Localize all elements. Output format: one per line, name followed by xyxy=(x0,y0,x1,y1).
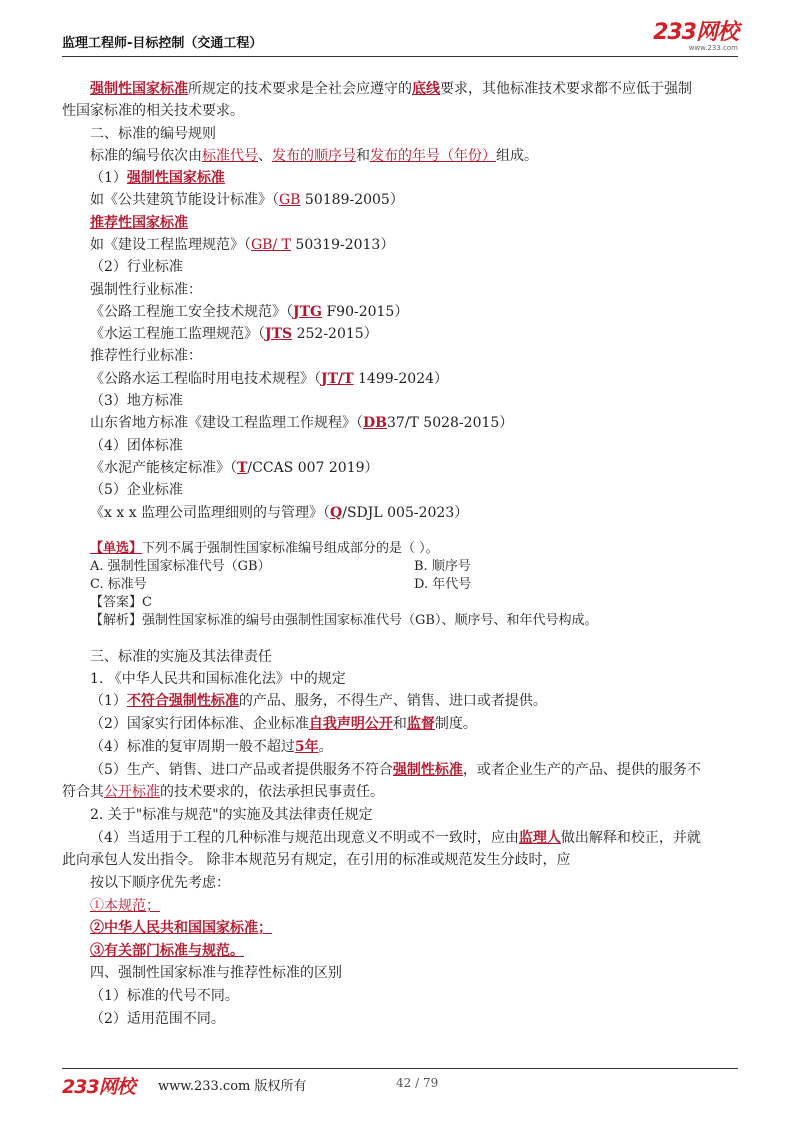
header-divider xyxy=(62,56,738,57)
example-5 xyxy=(62,368,766,390)
text: 《公路工程施工安全技术规范》（ xyxy=(90,304,293,320)
text: /CCAS 007 2019） xyxy=(247,460,379,476)
example-1 xyxy=(62,189,766,211)
page-number: 42 / 79 xyxy=(396,1076,439,1090)
item-industry: （2）行业标准 xyxy=(90,259,183,275)
example-8 xyxy=(62,502,766,524)
text: 和 xyxy=(356,148,370,164)
intro-line-1 xyxy=(62,78,766,100)
logo-text: 233网校 xyxy=(653,20,738,45)
kw: 监理人 xyxy=(518,830,561,846)
option-c: C. 标准号 xyxy=(90,577,147,592)
code: GB xyxy=(279,192,301,208)
order-3 xyxy=(62,940,766,962)
kw-mandatory: 强制性国家标准 xyxy=(126,170,225,186)
text: 标准的编号依次由 xyxy=(90,148,202,164)
code: Q xyxy=(330,505,343,521)
answer-value: C xyxy=(142,595,152,610)
text: （4）当适用于工程的几种标准与规范出现意义不明或不一致时，应由 xyxy=(90,830,519,846)
text: 山东省地方标准《建设工程监理工作规程》（ xyxy=(90,415,363,431)
option-d: D. 年代号 xyxy=(414,577,472,592)
text: 的产品、服务，不得生产、销售、进口或者提供。 xyxy=(238,693,547,709)
text: F90-2015） xyxy=(322,304,409,320)
text: 的技术要求的，依法承担民事责任。 xyxy=(160,784,384,800)
text: 强制性国家标准的编号由强制性国家标准代号（GB）、顺序号、和年代号构成。 xyxy=(142,613,598,628)
explain-tag: 【解析】 xyxy=(90,613,143,628)
difference-2: （2）适用范围不同。 xyxy=(90,1011,225,1027)
text: 下列不属于强制性国家标准编号组成部分的是（ ）。 xyxy=(142,541,439,556)
text: 所规定的技术要求是全社会应遵守的 xyxy=(188,81,412,97)
text: 符合其 xyxy=(62,784,104,800)
text: 《公路水运工程临时用电技术规程》（ xyxy=(90,371,321,387)
section-2-title: 二、标准的编号规则 xyxy=(90,126,216,142)
rule-4 xyxy=(62,736,766,758)
intro-line-2: 性国家标准的相关技术要求。 xyxy=(62,103,244,119)
order-2 xyxy=(62,917,766,939)
text: 制度。 xyxy=(434,716,477,732)
item-local: （3）地方标准 xyxy=(90,393,183,409)
rule-5-b xyxy=(62,781,738,803)
kw: 公开标准 xyxy=(104,784,160,800)
text: 如《建设工程监理规范》（ xyxy=(90,237,251,253)
spec-4-b: 此向承包人发出指令。 除非本规范另有规定，在引用的标准或规范发生分歧时，应 xyxy=(62,852,571,868)
text: 50319-2013） xyxy=(290,237,395,253)
logo-url: www.233.com xyxy=(688,44,738,52)
option-a: A. 强制性国家标准代号（GB） xyxy=(90,559,271,574)
kw-sequence: 发布的顺序号 xyxy=(272,148,356,164)
text: 252-2015） xyxy=(292,326,378,342)
text: ②中华人民共和国国家标准； xyxy=(90,920,272,936)
example-4 xyxy=(62,323,766,345)
numbering-rule xyxy=(62,145,766,167)
answer-tag: 【答案】 xyxy=(90,595,143,610)
item-national-mandatory xyxy=(62,167,766,189)
industry-recommended: 推荐性行业标准： xyxy=(90,348,202,364)
text: 37/T 5028-2015） xyxy=(386,415,514,431)
code: JTG xyxy=(293,304,322,320)
text: 要求，其他标准技术要求都不应低于强制 xyxy=(440,81,692,97)
spec-4-a xyxy=(62,827,766,849)
text: 、 xyxy=(258,148,272,164)
text: 1499-2024） xyxy=(353,371,449,387)
kw: 强制性标准 xyxy=(392,762,463,778)
kw-baseline: 底线 xyxy=(412,81,440,97)
text: 《x x x 监理公司监理细则的与管理》（ xyxy=(90,505,331,521)
section-3-title: 三、标准的实施及其法律责任 xyxy=(90,649,272,665)
text: 做出解释和校正，并就 xyxy=(560,830,701,846)
text: （1） xyxy=(90,170,127,186)
text: ③有关部门标准与规范。 xyxy=(90,943,244,959)
item-group: （4）团体标准 xyxy=(90,438,183,454)
industry-mandatory: 强制性行业标准： xyxy=(90,282,202,298)
footer-divider xyxy=(62,1068,738,1069)
text: 如《公共建筑节能设计标准》（ xyxy=(90,192,279,208)
kw-year: 发布的年号（年份） xyxy=(370,148,496,164)
text: （4）标准的复审周期一般不超过 xyxy=(90,739,295,755)
order-1 xyxy=(62,895,766,917)
footer-logo: 233网校 xyxy=(62,1076,135,1098)
kw: 5年 xyxy=(294,739,319,755)
example-2 xyxy=(62,234,766,256)
code: DB xyxy=(363,415,387,431)
code: JTS xyxy=(265,326,293,342)
kw: 不符合强制性标准 xyxy=(126,693,239,709)
rule-1 xyxy=(62,690,766,712)
text: （2）国家实行团体标准、企业标准 xyxy=(90,716,309,732)
text: （1） xyxy=(90,693,127,709)
page-header xyxy=(62,22,738,56)
explanation-line xyxy=(62,610,766,632)
text: 。 xyxy=(318,739,333,755)
text: 《水运工程施工监理规范》（ xyxy=(90,326,265,342)
example-3 xyxy=(62,301,766,323)
code: GB/ T xyxy=(251,237,291,253)
example-7 xyxy=(62,457,766,479)
item-enterprise: （5）企业标准 xyxy=(90,482,183,498)
kw-mandatory-standard: 强制性国家标准 xyxy=(90,81,188,97)
section-4-title: 四、强制性国家标准与推荐性标准的区别 xyxy=(90,965,342,981)
text: 《水泥产能核定标准》（ xyxy=(90,460,237,476)
page-footer xyxy=(62,1072,738,1098)
header-title: 监理工程师-目标控制（交通工程） xyxy=(62,36,263,51)
text: ，或者企业生产的产品、提供的服务不 xyxy=(462,762,701,778)
option-b: B. 顺序号 xyxy=(414,559,471,574)
text: ①本规范； xyxy=(90,898,160,914)
difference-1: （1）标准的代号不同。 xyxy=(90,988,239,1004)
example-6 xyxy=(62,412,766,434)
text: /SDJL 005-2023） xyxy=(342,505,469,521)
text: 和 xyxy=(392,716,407,732)
text: （5）生产、销售、进口产品或者提供服务不符合 xyxy=(90,762,393,778)
kw: 监督 xyxy=(406,716,435,732)
item-national-recommended xyxy=(62,212,766,234)
text: 组成。 xyxy=(496,148,538,164)
question-tag: 【单选】 xyxy=(90,541,143,556)
order-intro: 按以下顺序优先考虑： xyxy=(90,875,230,891)
footer-site: www.233.com 版权所有 xyxy=(158,1079,307,1094)
code: JT/T xyxy=(321,371,354,387)
text: 50189-2005） xyxy=(300,192,404,208)
kw: 自我声明公开 xyxy=(308,716,393,732)
brand-logo xyxy=(653,22,738,52)
kw-code: 标准代号 xyxy=(202,148,258,164)
code: T xyxy=(237,460,248,476)
subsection-1: 1. 《中华人民共和国标准化法》中的规定 xyxy=(90,671,346,687)
kw-recommended: 推荐性国家标准 xyxy=(90,215,188,231)
subsection-2: 2. 关于"标准与规范"的实施及其法律责任规定 xyxy=(90,807,373,823)
rule-2 xyxy=(62,713,766,735)
rule-5-a xyxy=(62,759,766,781)
